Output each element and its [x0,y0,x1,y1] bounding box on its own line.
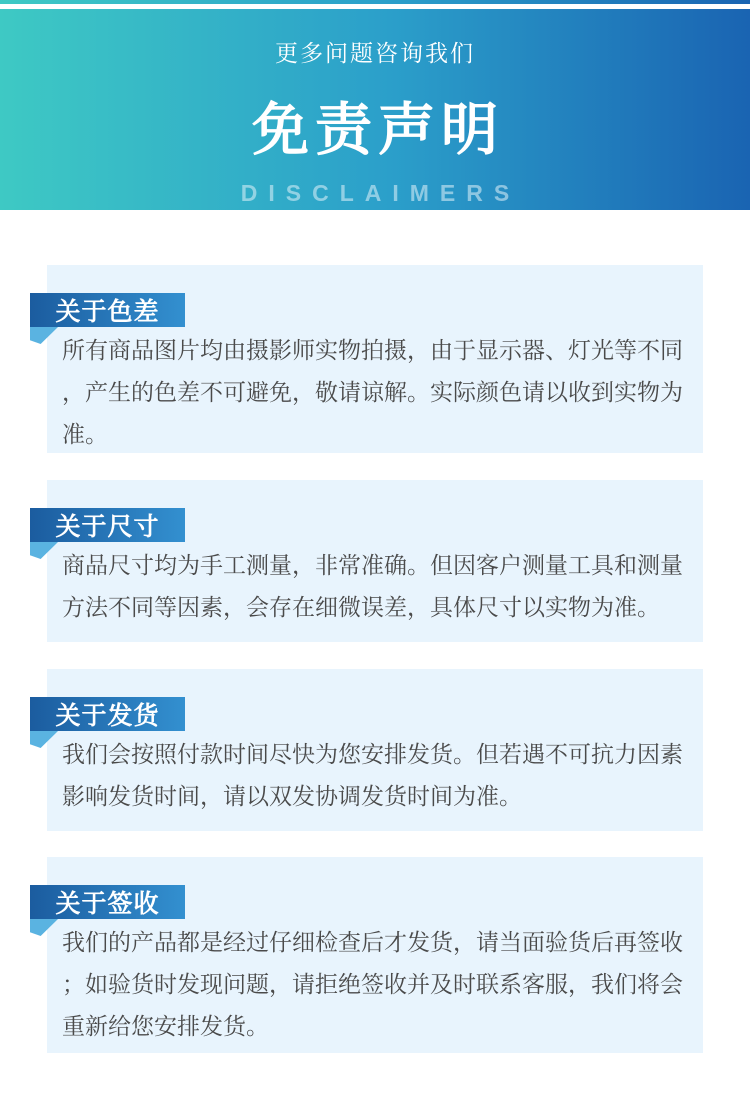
header-banner [0,9,750,210]
page-title: 免责声明 [252,98,504,162]
tab-fold-ribbon [30,327,58,344]
section-text: 商品尺寸均为手工测量，非常准确。但因客户测量工具和测量方法不同等因素，会存在细微误差，具体尺寸以实物为准。 [62,552,683,620]
tab-fold-ribbon [30,919,58,936]
section-tab [30,697,185,731]
disclaimer-card-receipt [47,857,703,1053]
disclaimer-card-size [47,480,703,642]
section-tab [30,508,185,542]
section-tab-label: 关于发货 [55,702,160,730]
section-tab [30,293,185,327]
section-tab-label: 关于尺寸 [55,513,160,541]
section-text: 我们的产品都是经过仔细检查后才发货，请当面验货后再签收；如验货时发现问题，请拒绝签收并及时联系客服，我们将会重新给您安排发货。 [62,929,683,1039]
disclaimer-card-shipping [47,669,703,831]
section-text: 我们会按照付款时间尽快为您安排发货。但若遇不可抗力因素影响发货时间，请以双发协调发货时间为准。 [62,741,683,809]
top-gradient-strip [0,0,750,4]
disclaimer-card-color [47,265,703,453]
section-tab [30,885,185,919]
section-text: 所有商品图片均由摄影师实物拍摄，由于显示器、灯光等不同，产生的色差不可避免，敬请谅解。实际颜色请以收到实物为准。 [62,337,683,447]
header-subtitle-en: DISCLAIMERS [240,180,521,206]
tab-fold-ribbon [30,731,58,748]
tab-fold-ribbon [30,542,58,559]
section-tab-label: 关于签收 [55,890,160,918]
section-tab-label: 关于色差 [55,298,160,326]
header-subtitle: 更多问题咨询我们 [275,40,475,66]
